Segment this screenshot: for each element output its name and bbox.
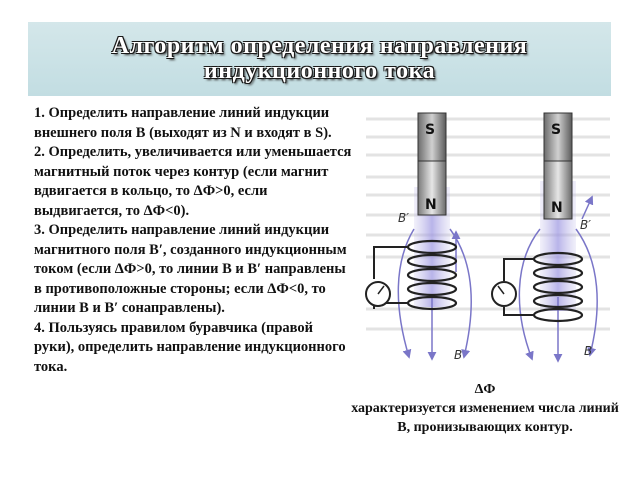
right-pole-n: N [551,200,563,216]
left-pole-s: S [425,122,436,138]
right-setup [492,113,597,361]
caption-text: характеризуется изменением числа линий В, пронизывающих контур. [351,401,619,435]
title-line-1: Алгоритм определения направления [111,33,528,59]
step-1: 1. Определить направление линий индукции внешнего поля В (выходят из N и входят в S). [34,105,332,141]
title-line-2: индукционного тока [203,58,436,84]
induction-diagram [364,97,612,367]
left-pole-n: N [425,197,437,213]
left-label-b-prime: B′ [398,211,409,225]
right-label-b-prime: B′ [580,218,591,232]
caption [350,380,620,437]
title-banner [28,22,611,96]
algorithm-steps [34,104,354,377]
step-2: 2. Определить, увеличивается или уменьшается магнитный поток через контур (если магнит вдвигается в кольцо, то ΔФ>0, если выдвигается, то ΔФ<0). [34,144,352,219]
right-pole-s: S [551,122,562,138]
caption-symbol: ΔФ [474,382,496,397]
step-4: 4. Пользуясь правилом буравчика (правой руки), определить направление индукционного тока. [34,319,346,375]
left-setup [366,113,471,362]
right-label-b: B [584,344,593,358]
induction-figure [364,97,612,367]
left-label-b: B [454,348,463,362]
step-3: 3. Определить направление линий индукции магнитного поля В′, созданного индукционным током (если ΔФ>0, то линии В и В′ направлены в противоположные стороны; если ΔФ<0, то линии В и В′ сонаправлены). [34,222,347,316]
